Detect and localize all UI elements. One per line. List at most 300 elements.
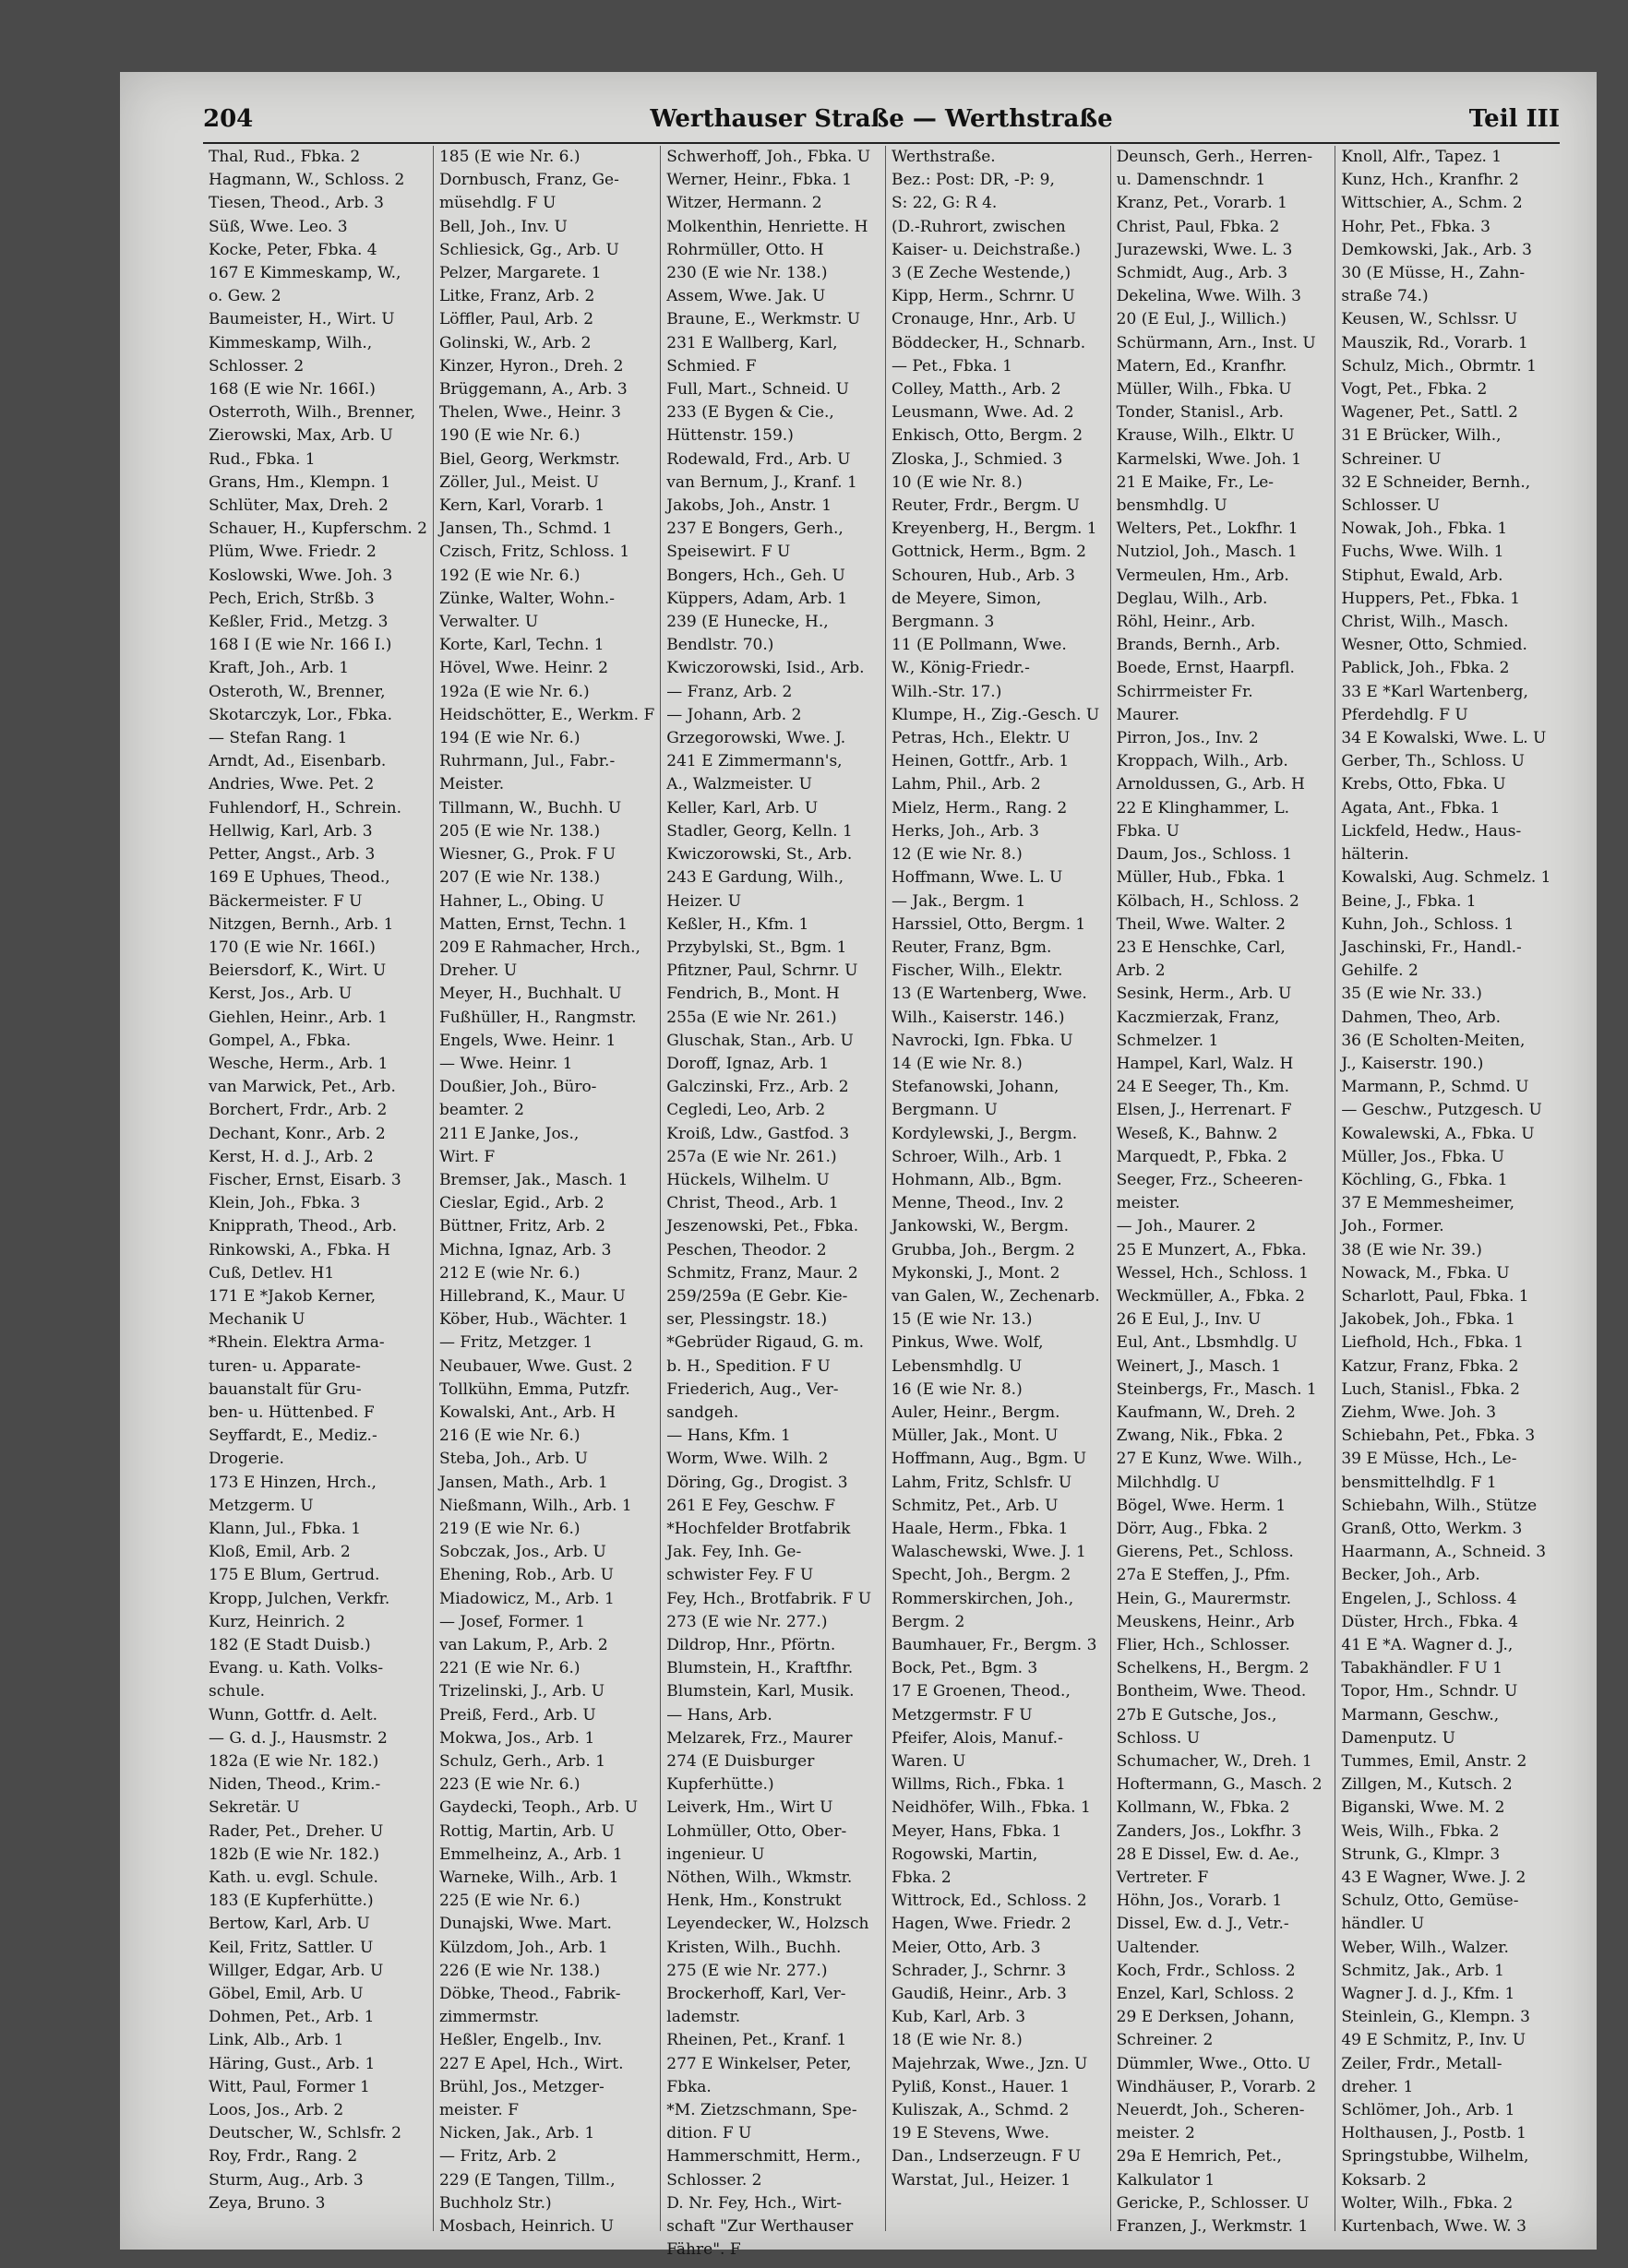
directory-entry: Zanders, Jos., Lokfhr. 3 [1116,1821,1302,1841]
directory-entry: Klein, Joh., Fbka. 3 [209,1194,361,1213]
directory-entry: Kupferhütte.) [666,1775,774,1795]
directory-entry: Metzgerm. U [209,1496,314,1515]
directory-entry: 31 E Brücker, Wilh., [1341,426,1502,446]
directory-entry: Hillebrand, K., Maur. U [438,1286,626,1306]
directory-entry: Gottnick, Herm., Bgm. 2 [891,543,1086,562]
directory-entry: 37 E Memmesheimer, [1341,1194,1514,1213]
directory-entry: Baumhauer, Fr., Bergm. 3 [891,1636,1097,1654]
directory-entry: Häring, Gust., Arb. 1 [209,2054,376,2073]
directory-entry: Zierowski, Max, Arb. U [209,426,393,446]
directory-entry: Hagen, Wwe. Friedr. 2 [891,1915,1071,1934]
directory-entry: Keßler, H., Kfm. 1 [666,914,809,934]
directory-entry: — Fritz, Arb. 2 [438,2147,557,2167]
directory-entry: Tonder, Stanisl., Arb. [1116,403,1284,423]
directory-entry: Röhl, Heinr., Arb. [1116,613,1256,632]
directory-entry: Gaudiß, Heinr., Arb. 3 [891,1985,1067,2004]
directory-entry: Gerber, Th., Schloss. U [1341,752,1525,771]
directory-entry: Schmelzer. 1 [1116,1031,1219,1050]
directory-entry: Evang. u. Kath. Volks- [209,1659,384,1678]
directory-entry: Bremser, Jak., Masch. 1 [438,1170,628,1189]
directory-entry: Kern, Karl, Vorarb. 1 [438,496,605,516]
directory-entry: Friederich, Aug., Ver- [666,1379,839,1399]
directory-entry: Boede, Ernst, Haarpfl. [1116,659,1295,678]
directory-entry: Warstat, Jul., Heizer. 1 [891,2170,1071,2190]
directory-entry: 229 (E Tangen, Tillm., [438,2170,616,2190]
directory-entry: Hein, G., Maurermstr. [1116,1589,1292,1608]
directory-entry: — Johann, Arb. 2 [666,705,802,724]
directory-entry: Lahm, Phil., Arb. 2 [891,775,1041,794]
directory-entry: Biganski, Wwe. M. 2 [1341,1798,1505,1818]
directory-entry: Grzegorowski, Wwe. J. [666,729,846,748]
directory-entry: Koslowski, Wwe. Joh. 3 [209,566,393,585]
directory-entry: 33 E *Karl Wartenberg, [1341,682,1528,701]
directory-entry: Dreher. U [438,961,518,981]
directory-entry: Schreiner. U [1341,449,1442,469]
directory-entry: Wesche, Herm., Arb. 1 [209,1054,389,1073]
directory-entry: Demkowski, Jak., Arb. 3 [1341,240,1532,259]
directory-entry: 27b E Gutsche, Jos., [1116,1705,1277,1725]
directory-entry: Weber, Wilh., Walzer. [1341,1938,1509,1957]
directory-entry: 14 (E wie Nr. 8.) [891,1054,1023,1073]
directory-entry: 39 E Müsse, Hch., Le- [1341,1450,1517,1469]
directory-entry: Müller, Jak., Mont. U [891,1426,1059,1446]
directory-entry: 275 (E wie Nr. 277.) [666,1961,828,1980]
directory-entry: Dekelina, Wwe. Wilh. 3 [1116,287,1301,306]
directory-entry: Preiß, Ferd., Arb. U [438,1705,596,1725]
directory-entry: Borchert, Frdr., Arb. 2 [209,1101,388,1120]
directory-columns [203,146,1560,2260]
directory-entry: Bez.: Post: DR, -P: 9, [891,171,1055,190]
directory-entry: Düster, Hrch., Fbka. 4 [1341,1612,1518,1631]
directory-entry: Jansen, Math., Arb. 1 [438,1473,608,1492]
directory-entry: 212 E (wie Nr. 6.) [438,1263,581,1283]
directory-entry: Niden, Theod., Krim.- [209,1775,381,1795]
directory-entry: Neidhöfer, Wilh., Fbka. 1 [891,1798,1091,1818]
directory-entry: Neuerdt, Joh., Scheren- [1116,2101,1305,2120]
directory-entry: Dörr, Aug., Fbka. 2 [1116,1519,1268,1538]
directory-entry: Küppers, Adam, Arb. 1 [666,589,848,608]
directory-entry: Rheinen, Pet., Kranf. 1 [666,2031,847,2050]
directory-entry: Osterroth, Wilh., Brenner, [209,403,416,423]
directory-entry: Schlömer, Joh., Arb. 1 [1341,2101,1515,2120]
directory-entry: Mielz, Herm., Rang. 2 [891,798,1068,818]
column-3 [661,146,886,2260]
directory-entry: Franzen, J., Werkmstr. 1 [1116,2217,1309,2237]
directory-entry: Kowalski, Ant., Arb. H [438,1403,616,1422]
directory-entry: Hahner, L., Obing. U [438,891,605,911]
directory-entry: Bongers, Hch., Geh. U [666,566,845,585]
directory-entry: Milchhdlg. U [1116,1473,1220,1492]
directory-entry: Höhn, Jos., Vorarb. 1 [1116,1892,1283,1911]
directory-entry: Schlosser. U [1341,496,1441,516]
directory-entry: 190 (E wie Nr. 6.) [438,426,581,446]
directory-entry: Bontheim, Wwe. Theod. [1116,1682,1307,1701]
directory-page [120,72,1597,2260]
directory-entry: 34 E Kowalski, Wwe. L. U [1341,729,1547,748]
directory-entry: Koksarb. 2 [1341,2170,1427,2190]
directory-entry: Tollkühn, Emma, Putzfr. [438,1379,630,1399]
directory-entry: Hoffmann, Aug., Bgm. U [891,1450,1087,1469]
directory-entry: bensmhdlg. U [1116,496,1227,516]
directory-entry: Cieslar, Egid., Arb. 2 [438,1194,605,1213]
directory-entry: Keil, Fritz, Sattler. U [209,1938,374,1957]
directory-entry: Holthausen, J., Postb. 1 [1341,2124,1526,2143]
directory-entry: Nutziol, Joh., Masch. 1 [1116,543,1298,562]
directory-entry: Stiphut, Ewald, Arb. [1341,566,1503,585]
directory-entry: Seyffardt, E., Mediz.- [209,1426,377,1446]
directory-entry: Zloska, J., Schmied. 3 [891,449,1063,469]
directory-entry: Schlüter, Max, Dreh. 2 [209,496,389,516]
column-2 [434,146,661,2237]
directory-entry: Schmitz, Jak., Arb. 1 [1341,1961,1504,1980]
directory-entry: — Josef, Former. 1 [438,1612,585,1631]
directory-entry: Plüm, Wwe. Friedr. 2 [209,543,377,562]
directory-entry: Schlosser. 2 [209,356,305,376]
directory-entry: — Stefan Rang. 1 [209,729,348,748]
directory-entry: Reuter, Franz, Bgm. [891,937,1052,957]
directory-entry: Dunajski, Wwe. Mart. [438,1915,612,1934]
directory-entry: Kloß, Emil, Arb. 2 [209,1543,351,1562]
directory-entry: Schrader, J., Schrnr. 3 [891,1961,1067,1980]
directory-entry: Kerst, Jos., Arb. U [209,985,353,1004]
directory-entry: Damenputz. U [1341,1728,1455,1748]
directory-entry: Schirrmeister Fr. [1116,682,1253,701]
directory-entry: Nitzgen, Bernh., Arb. 1 [209,914,394,934]
directory-entry: Fey, Hch., Brotfabrik. F U [666,1589,872,1608]
directory-entry: 194 (E wie Nr. 6.) [438,729,581,748]
directory-entry: Zöller, Jul., Meist. U [438,472,599,492]
directory-entry: Fbka. [666,2077,712,2096]
directory-entry: lademstr. [666,2008,741,2027]
directory-entry: ser, Plessingstr. 18.) [666,1310,828,1330]
directory-entry: *Hochfelder Brotfabrik [666,1519,851,1538]
directory-entry: Meuskens, Heinr., Arb [1116,1612,1295,1631]
directory-entry: Mosbach, Heinrich. U [438,2217,615,2237]
directory-entry: Fuhlendorf, H., Schrein. [209,798,402,818]
directory-entry: Ualtender. [1116,1938,1201,1957]
directory-entry: 192a (E wie Nr. 6.) [438,682,590,701]
directory-entry: Kollmann, W., Fbka. 2 [1116,1798,1290,1818]
directory-entry: 223 (E wie Nr. 6.) [438,1775,581,1795]
directory-entry: Kroiß, Ldw., Gastfod. 3 [666,1124,850,1143]
directory-entry: 17 E Groenen, Theod., [891,1682,1071,1701]
column-5 [1111,146,1336,2237]
directory-entry: Schauer, H., Kupferschm. 2 [209,519,427,539]
directory-entry: Pyliß, Konst., Hauer. 1 [891,2077,1071,2096]
directory-entry: Reuter, Frdr., Bergm. U [891,496,1080,516]
directory-entry: Schmidt, Aug., Arb. 3 [1116,264,1288,283]
directory-entry: Dechant, Konr., Arb. 2 [209,1124,386,1143]
directory-entry: Külzdom, Joh., Arb. 1 [438,1938,608,1957]
directory-entry: S: 22, G: R 4. [891,194,998,213]
directory-entry: Lohmüller, Otto, Ober- [666,1821,847,1841]
directory-entry: Schmitz, Pet., Arb. U [891,1496,1059,1515]
directory-entry: ingenieur. U [666,1844,765,1864]
directory-entry: 175 E Blum, Gertrud. [209,1566,380,1585]
directory-entry: Matten, Ernst, Techn. 1 [438,914,628,934]
directory-entry: Lickfeld, Hedw., Haus- [1341,821,1522,841]
directory-entry: Full, Mart., Schneid. U [666,380,849,400]
directory-entry: Ziehm, Wwe. Joh. 3 [1341,1403,1497,1422]
directory-entry: 259/259a (E Gebr. Kie- [666,1286,848,1306]
directory-entry: 29a E Hemrich, Pet., [1116,2147,1282,2167]
directory-entry: Zwang, Nik., Fbka. 2 [1116,1426,1284,1446]
directory-entry: Biel, Georg, Werkmstr. [438,449,620,469]
directory-entry: Kath. u. evgl. Schule. [209,1868,378,1888]
directory-entry: — Wwe. Heinr. 1 [438,1054,573,1073]
directory-entry: Nowak, Joh., Fbka. 1 [1341,519,1508,539]
directory-entry: Werner, Heinr., Fbka. 1 [666,171,853,190]
directory-entry: Löffler, Paul, Arb. 2 [438,310,594,329]
directory-entry: Kreyenberg, H., Bergm. 1 [891,519,1097,539]
directory-entry: Molkenthin, Henriette. H [666,217,868,236]
directory-entry: Baumeister, H., Wirt. U [209,310,395,329]
directory-entry: Hohr, Pet., Fbka. 3 [1341,217,1490,236]
directory-entry: Rohrmüller, Otto. H [666,240,824,259]
directory-entry: Brüggemann, A., Arb. 3 [438,380,628,400]
directory-entry: bensmittelhdlg. F 1 [1341,1473,1497,1492]
directory-entry: Bergmann. 3 [891,613,995,632]
directory-entry: Colley, Matth., Arb. 2 [891,380,1061,400]
directory-entry: — Hans, Arb. [666,1705,772,1725]
directory-entry: Kölbach, H., Schloss. 2 [1116,891,1299,911]
directory-entry: Sturm, Aug., Arb. 3 [209,2170,364,2190]
directory-entry: Kerst, H. d. J., Arb. 2 [209,1147,374,1166]
directory-entry: Tillmann, W., Buchh. U [438,798,622,818]
directory-entry: Kwiczorowski, Isid., Arb. [666,659,865,678]
directory-entry: straße 74.) [1341,287,1429,306]
directory-entry: 221 (E wie Nr. 6.) [438,1659,581,1678]
directory-entry: Wunn, Gottfr. d. Aelt. [209,1705,377,1725]
directory-entry: 167 E Kimmeskamp, W., [209,264,401,283]
directory-entry: Wolter, Wilh., Fbka. 2 [1341,2193,1514,2213]
directory-entry: Leiverk, Hm., Wirt U [666,1798,833,1818]
directory-entry: — Joh., Maurer. 2 [1116,1217,1256,1236]
directory-entry: Schwerhoff, Joh., Fbka. U [666,148,871,166]
directory-entry: Tabakhändler. F U 1 [1341,1659,1503,1678]
directory-entry: D. Nr. Fey, Hch., Wirt- [666,2193,842,2213]
directory-entry: Bögel, Wwe. Herm. 1 [1116,1496,1287,1515]
directory-entry: 170 (E wie Nr. 166I.) [209,937,376,957]
directory-entry: — Geschw., Putzgesch. U [1341,1101,1542,1120]
directory-entry: Kranz, Pet., Vorarb. 1 [1116,194,1287,213]
directory-entry: Heizer. U [666,891,742,911]
directory-entry: Arnoldussen, G., Arb. H [1116,775,1305,794]
directory-entry: Heßler, Engelb., Inv. [438,2031,603,2050]
directory-entry: Jeszenowski, Pet., Fbka. [666,1217,859,1236]
directory-entry: Link, Alb., Arb. 1 [209,2031,344,2050]
directory-entry: Liefhold, Hch., Fbka. 1 [1341,1333,1524,1353]
directory-entry: Dohmen, Pet., Arb. 1 [209,2008,375,2027]
directory-entry: Heinen, Gottfr., Arb. 1 [891,752,1070,771]
directory-entry: beamter. 2 [438,1101,524,1120]
directory-entry: sandgeh. [666,1403,739,1422]
directory-entry: Keller, Karl, Arb. U [666,798,819,818]
directory-entry: Wirt. F [438,1147,496,1166]
directory-entry: Luch, Stanisl., Fbka. 2 [1341,1379,1520,1399]
directory-entry: o. Gew. 2 [209,287,281,306]
directory-entry: Speisewirt. F U [666,543,791,562]
directory-entry: Bell, Joh., Inv. U [438,217,568,236]
directory-entry: Hellwig, Karl, Arb. 3 [209,821,373,841]
directory-entry: Roy, Frdr., Rang. 2 [209,2147,358,2167]
directory-entry: Katzur, Franz, Fbka. 2 [1341,1356,1519,1376]
directory-entry: Topor, Hm., Schndr. U [1341,1682,1518,1701]
directory-entry: de Meyere, Simon, [891,589,1042,608]
column-6 [1335,146,1560,2237]
directory-entry: Zeya, Bruno. 3 [209,2193,326,2213]
directory-entry: Loos, Jos., Arb. 2 [209,2101,344,2120]
directory-entry: Steinbergs, Fr., Masch. 1 [1116,1379,1317,1399]
directory-entry: Cegledi, Leo, Arb. 2 [666,1101,826,1120]
directory-entry: Stefanowski, Johann, [891,1078,1059,1097]
directory-entry: 173 E Hinzen, Hrch., [209,1473,377,1492]
directory-entry: Schelkens, H., Bergm. 2 [1116,1659,1310,1678]
directory-entry: 231 E Wallberg, Karl, [666,333,838,352]
directory-entry: Windhäuser, P., Vorarb. 2 [1116,2077,1317,2096]
directory-entry: Scharlott, Paul, Fbka. 1 [1341,1286,1529,1306]
directory-entry: Döbke, Theod., Fabrik- [438,1985,621,2004]
directory-entry: Enkisch, Otto, Bergm. 2 [891,426,1083,446]
directory-entry: Mechanik U [209,1310,305,1330]
directory-entry: Marmann, Geschw., [1341,1705,1500,1725]
directory-entry: Fuchs, Wwe. Wilh. 1 [1341,543,1504,562]
directory-entry: Flier, Hch., Schlosser. [1116,1636,1290,1654]
directory-entry: Beiersdorf, K., Wirt. U [209,961,387,981]
directory-entry: bauanstalt für Gru- [209,1379,362,1399]
directory-entry: Warneke, Wilh., Arb. 1 [438,1868,619,1888]
directory-entry: Menne, Theod., Inv. 2 [891,1194,1064,1213]
directory-entry: Wittschier, A., Schm. 2 [1341,194,1523,213]
directory-entry: Kurz, Heinrich. 2 [209,1612,346,1631]
directory-entry: 216 (E wie Nr. 6.) [438,1426,581,1446]
directory-entry: Schiebahn, Wilh., Stütze [1341,1496,1538,1515]
directory-entry: Göbel, Emil, Arb. U [209,1985,364,2004]
directory-entry: Neubauer, Wwe. Gust. 2 [438,1356,633,1376]
directory-entry: Vermeulen, Hm., Arb. [1116,566,1289,585]
directory-entry: Kraft, Joh., Arb. 1 [209,659,350,678]
directory-entry: Golinski, W., Arb. 2 [438,333,592,352]
directory-entry: Meyer, H., Buchhalt. U [438,985,622,1004]
directory-entry: Heidschötter, E., Werkm. F [438,705,655,724]
directory-entry: Joh., Former. [1341,1217,1444,1236]
directory-entry: 192 (E wie Nr. 6.) [438,566,581,585]
directory-entry: Weseß, K., Bahnw. 2 [1116,1124,1278,1143]
directory-entry: Assem, Wwe. Jak. U [666,287,826,306]
directory-entry: Fischer, Ernst, Eisarb. 3 [209,1170,401,1189]
directory-entry: Jansen, Th., Schmd. 1 [438,519,613,539]
directory-entry: meister. 2 [1116,2124,1195,2143]
directory-entry: Braune, E., Werkmstr. U [666,310,861,329]
directory-entry: Dissel, Ew. d. J., Vetr.- [1116,1915,1289,1934]
directory-entry: Keßler, Frid., Metzg. 3 [209,613,389,632]
directory-entry: Karmelski, Wwe. Joh. 1 [1116,449,1302,469]
directory-entry: Bergmann. U [891,1101,998,1120]
directory-entry: 257a (E wie Nr. 261.) [666,1147,837,1166]
directory-entry: 227 E Apel, Hch., Wirt. [438,2054,624,2073]
directory-entry: Hückels, Wilhelm. U [666,1170,830,1189]
directory-entry: Schliesick, Gg., Arb. U [438,240,619,259]
directory-entry: 21 E Maike, Fr., Le- [1116,472,1275,492]
directory-entry: Marquedt, P., Fbka. 2 [1116,1147,1287,1166]
directory-entry: Kordylewski, J., Bergm. [891,1124,1078,1143]
directory-entry: 15 (E wie Nr. 13.) [891,1310,1033,1330]
directory-entry: 182 (E Stadt Duisb.) [209,1636,371,1654]
directory-entry: Steinlein, G., Klempn. 3 [1341,2008,1530,2027]
directory-entry: Cronauge, Hnr., Arb. U [891,310,1076,329]
directory-entry: Sobczak, Jos., Arb. U [438,1543,606,1562]
directory-entry: Gehilfe. 2 [1341,961,1419,981]
directory-entry: Schürmann, Arn., Inst. U [1116,333,1316,352]
directory-entry: Navrocki, Ign. Fbka. U [891,1031,1073,1050]
directory-entry: 19 E Stevens, Wwe. [891,2124,1049,2143]
directory-entry: van Lakum, P., Arb. 2 [438,1636,608,1654]
directory-entry: 255a (E wie Nr. 261.) [666,1008,837,1027]
directory-entry: Majehrzak, Wwe., Jzn. U [891,2054,1088,2073]
directory-entry: Kinzer, Hyron., Dreh. 2 [438,356,624,376]
directory-entry: Gaydecki, Teoph., Arb. U [438,1798,639,1818]
directory-entry: 41 E *A. Wagner d. J., [1341,1636,1514,1654]
page-header [203,101,1560,144]
directory-entry: Blumstein, H., Kraftfhr. [666,1659,854,1678]
directory-entry: Mokwa, Jos., Arb. 1 [438,1728,595,1748]
directory-entry: 233 (E Bygen & Cie., [666,403,834,423]
directory-entry: Kowalski, Aug. Schmelz. 1 [1341,868,1551,888]
directory-entry: Willger, Edgar, Arb. U [209,1961,384,1980]
directory-entry: Schmied. F [666,356,757,376]
directory-entry: Skotarczyk, Lor., Fbka. [209,705,392,724]
directory-entry: Sekretär. U [209,1798,300,1818]
directory-entry: Weckmüller, A., Fbka. 2 [1116,1286,1305,1306]
page-number: 204 [203,105,254,133]
directory-entry: Michna, Ignaz, Arb. 3 [438,1240,612,1259]
directory-entry: Emmelheinz, A., Arb. 1 [438,1844,623,1864]
directory-entry: Cuß, Detlev. H1 [209,1263,335,1283]
directory-entry: 237 E Bongers, Gerh., [666,519,844,539]
directory-entry: — Pet., Fbka. 1 [891,356,1012,376]
directory-entry: Kaczmierzak, Franz, [1116,1008,1280,1027]
directory-entry: 30 (E Müsse, H., Zahn- [1341,264,1526,283]
directory-entry: Korte, Karl, Techn. 1 [438,636,605,655]
directory-entry: Fendrich, B., Mont. H [666,985,840,1004]
directory-entry: 13 (E Wartenberg, Wwe. [891,985,1087,1004]
directory-entry: Büttner, Fritz, Arb. 2 [438,1217,605,1236]
directory-entry: Haarmann, A., Schneid. 3 [1341,1543,1547,1562]
directory-entry: Kunz, Hch., Kranfhr. 2 [1341,171,1519,190]
directory-entry: Henk, Hm., Konstrukt [666,1892,842,1911]
directory-entry: Hövel, Wwe. Heinr. 2 [438,659,608,678]
directory-entry: Kaiser- u. Deichstraße.) [891,240,1081,259]
directory-entry: Jaschinski, Fr., Handl.- [1341,937,1522,957]
directory-entry: Doroff, Ignaz, Arb. 1 [666,1054,830,1073]
directory-entry: Koch, Frdr., Schloss. 2 [1116,1961,1296,1980]
directory-entry: 209 E Rahmacher, Hrch., [438,937,640,957]
directory-entry: 225 (E wie Nr. 6.) [438,1892,581,1911]
directory-entry: W., König-Friedr.- [891,659,1030,678]
directory-entry: ben- u. Hüttenbed. F [209,1403,375,1422]
directory-entry: Christ, Theod., Arb. 1 [666,1194,839,1213]
directory-entry: Klann, Jul., Fbka. 1 [209,1519,362,1538]
directory-entry: 241 E Zimmermann's, [666,752,843,771]
directory-entry: Keusen, W., Schlssr. U [1341,310,1518,329]
directory-entry: Kristen, Wilh., Buchh. [666,1938,842,1957]
directory-entry: Kwiczorowski, St., Arb. [666,845,853,865]
directory-entry: Gompel, A., Fbka. [209,1031,352,1050]
directory-entry: Meister. [438,775,505,794]
directory-entry: Schulz, Mich., Obrmtr. 1 [1341,356,1537,376]
directory-entry: 26 E Eul, J., Inv. U [1116,1310,1262,1330]
directory-entry: Stadler, Georg, Kelln. 1 [666,821,853,841]
